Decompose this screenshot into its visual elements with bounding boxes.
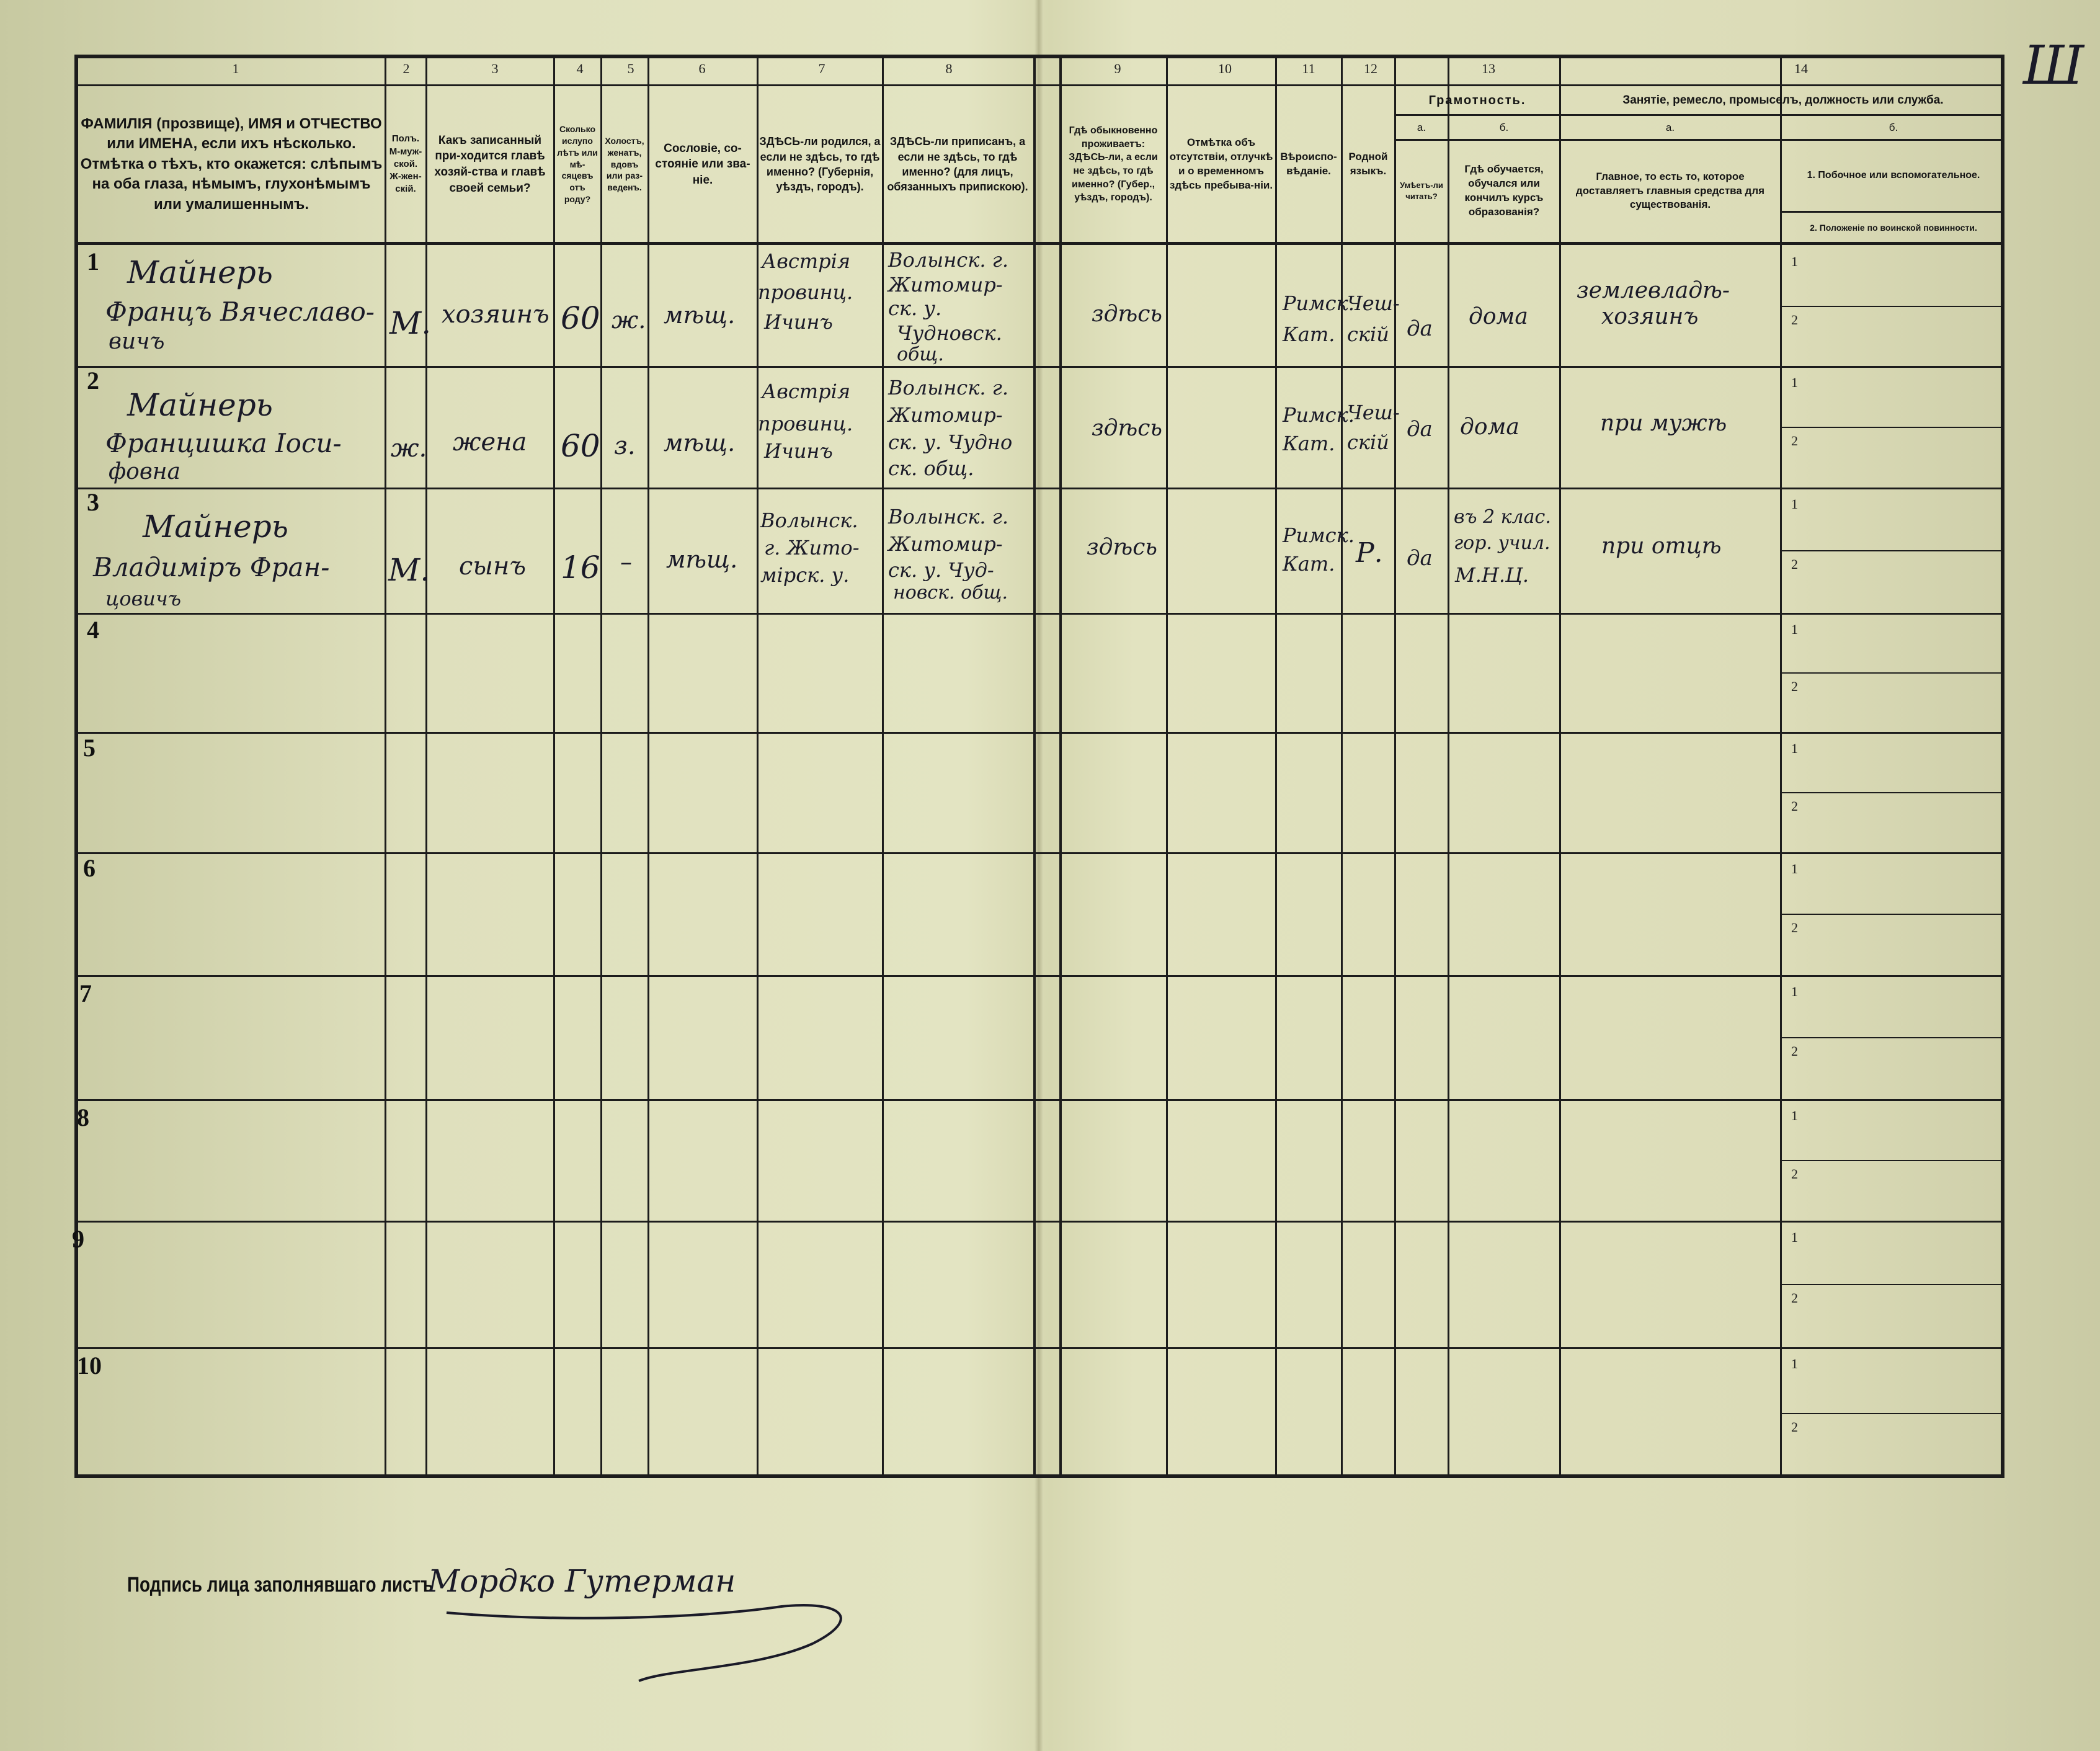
row2-education: дома [1460, 414, 1519, 440]
row2-language: скій [1347, 430, 1389, 454]
row3-religion: Римск. [1283, 524, 1355, 547]
subheader-rule [1394, 114, 2004, 116]
column-rule [385, 55, 386, 1478]
military-sub-2: 2 [1791, 556, 1798, 572]
column-rule [1059, 55, 1062, 1478]
row3-language: Р. [1356, 537, 1383, 569]
row1-given: Францъ Вячеславо- [105, 296, 375, 327]
colnum-6: 6 [698, 61, 706, 76]
row1-given-cont: вичъ [109, 329, 165, 354]
row1-religion: Кат. [1283, 323, 1335, 346]
row2-given-cont: фовна [109, 459, 180, 484]
column-rule [1275, 55, 1277, 1478]
row1-registered: Волынск. г. [888, 248, 1009, 272]
row2-born: Австрія [762, 380, 851, 403]
row2-registered: ск. общ. [888, 457, 974, 480]
row3-registered: Волынск. г. [888, 505, 1009, 528]
military-sub-1: 1 [1791, 1356, 1798, 1371]
subrow-rule [1780, 1413, 2004, 1414]
header-can-read: Умѣетъ-ли читать? [1400, 180, 1443, 201]
row3-age: 16 [561, 550, 600, 586]
row3-born: г. Жито- [764, 536, 860, 559]
corner-mark: Ш [2023, 35, 2084, 97]
column-rule [757, 55, 759, 1478]
military-sub-2: 2 [1791, 798, 1798, 814]
colnum-11: 11 [1302, 61, 1315, 76]
row-rule [74, 852, 2004, 854]
column-rule [1559, 55, 1561, 1478]
military-sub-1: 1 [1791, 622, 1798, 637]
row3-born: Волынск. [760, 509, 858, 532]
row-rule [74, 1221, 2004, 1223]
header-birthplace: ЗДѢСЬ-ли родился, а если не здѣсь, то гдѣ именно? (Губернія, уѣздъ, городъ). [759, 135, 881, 194]
subheader-rule [1780, 211, 2004, 213]
row-number: 5 [83, 734, 96, 762]
row1-occupation: землевладѣ- [1577, 278, 1730, 303]
row3-literate: да [1407, 546, 1433, 571]
row-rule [74, 732, 2004, 734]
column-rule [1166, 55, 1168, 1478]
row1-language: Чеш- [1347, 292, 1400, 315]
header-estate: Сословіе, со-стояніе или зва-ніе. [655, 141, 750, 187]
header-occupation: Занятіе, ремесло, промыселъ, должность или служба. [1622, 94, 1944, 107]
header-occupation-a-label: а. [1665, 121, 1675, 133]
header-literacy-a-label: а. [1417, 121, 1426, 133]
row1-born: Австрія [762, 249, 851, 273]
header-occupation-b-label: б. [1889, 121, 1898, 133]
military-sub-1: 1 [1791, 861, 1798, 876]
row3-given-cont: цовичъ [105, 587, 182, 610]
colnum-8: 8 [945, 61, 953, 76]
row1-registered: Житомир- [888, 273, 1003, 296]
header-residence: Гдѣ обыкновенно проживаетъ: ЗДѢСЬ-ли, а если не здѣсь, то гдѣ именно? (Губер., уѣздъ, городъ). [1069, 125, 1158, 203]
row2-religion: Римск. [1283, 403, 1355, 427]
row-rule [74, 975, 2004, 977]
row1-sex: М. [389, 305, 432, 341]
colnum-5: 5 [627, 61, 634, 76]
row3-relation: сынъ [459, 552, 526, 581]
row1-registered: общ. [897, 344, 944, 365]
row2-surname: Майнерь [127, 387, 273, 423]
row2-sex: ж. [391, 434, 427, 463]
row1-occupation: хозяинъ [1601, 304, 1699, 329]
row3-registered: ск. у. Чуд- [888, 558, 994, 582]
colnum-10: 10 [1218, 61, 1232, 76]
row2-relation: жена [453, 428, 527, 457]
row3-education: гор. учил. [1454, 532, 1551, 554]
military-sub-1: 1 [1791, 375, 1798, 390]
military-sub-1: 1 [1791, 1229, 1798, 1245]
row2-registered: Житомир- [888, 403, 1003, 427]
header-name: ФАМИЛІЯ (прозвище), ИМЯ и ОТЧЕСТВО или ИМЕНА, если ихъ нѣсколько. Отмѣтка о тѣхъ, кто окажется: слѣпымъ на оба глаза, нѣмымъ, глухонѣмымъ или умалишеннымъ. [80, 115, 383, 213]
row-rule [74, 488, 2004, 489]
column-rule [1341, 55, 1343, 1478]
subheader-rule [1394, 139, 2004, 141]
colnum-4: 4 [576, 61, 584, 76]
subrow-rule [1780, 672, 2004, 674]
column-rule [1394, 55, 1396, 1478]
row1-relation: хозяинъ [442, 300, 549, 329]
row3-education: въ 2 клас. [1454, 506, 1551, 528]
colnum-1: 1 [232, 61, 239, 76]
row-number: 4 [87, 616, 99, 644]
row3-surname: Майнерь [143, 509, 288, 545]
row1-estate: мѣщ. [664, 301, 736, 329]
colnum-13: 13 [1482, 61, 1495, 76]
row3-marital: – [620, 548, 632, 576]
row1-born: провинц. [758, 280, 853, 304]
signature-flourish [434, 1575, 868, 1700]
row1-education: дома [1469, 304, 1528, 329]
column-rule [1033, 55, 1036, 1478]
header-literacy-b-label: б. [1499, 121, 1509, 133]
row-number: 7 [79, 979, 92, 1007]
header-religion: Вѣроиспо-вѣданіе. [1280, 151, 1337, 177]
military-sub-2: 2 [1791, 679, 1798, 694]
row3-given: Владиміръ Фран- [93, 552, 330, 582]
colnum-7: 7 [818, 61, 825, 76]
signature-label: Подпись лица заполнявшаго листъ [127, 1573, 434, 1597]
row3-born: мірск. у. [760, 563, 850, 587]
row2-born: провинц. [758, 412, 853, 435]
row3-religion: Кат. [1283, 552, 1335, 576]
header-marital: Холостъ, женатъ, вдовъ или раз-веденъ. [605, 135, 644, 193]
subrow-rule [1780, 1284, 2004, 1285]
row2-residence: здѣсь [1092, 416, 1162, 441]
signature: Мордко Гутерман [428, 1563, 736, 1599]
column-rule [425, 55, 427, 1478]
row2-estate: мѣщ. [664, 429, 736, 457]
column-rule [647, 55, 649, 1478]
row-number: 10 [77, 1352, 102, 1379]
row2-age: 60 [561, 428, 600, 464]
colnum-3: 3 [491, 61, 499, 76]
row2-literate: да [1407, 417, 1433, 442]
military-sub-2: 2 [1791, 1166, 1798, 1182]
row-number: 1 [87, 247, 99, 275]
row1-marital: ж. [612, 306, 646, 334]
colnum-12: 12 [1364, 61, 1377, 76]
colnum-2: 2 [403, 61, 410, 76]
row2-marital: з. [614, 432, 636, 460]
header-bottom-rule [74, 242, 2004, 245]
military-sub-2: 2 [1791, 1419, 1798, 1435]
row1-religion: Римск. [1283, 292, 1355, 315]
row1-surname: Майнерь [127, 254, 273, 290]
row-rule [74, 366, 2004, 368]
column-rule [1780, 55, 1782, 1478]
column-rule [1448, 55, 1449, 1478]
subrow-rule [1780, 550, 2004, 551]
row2-occupation: при мужѣ [1600, 411, 1727, 436]
colnum-14: 14 [1794, 61, 1808, 76]
military-sub-2: 2 [1791, 433, 1798, 448]
column-rule [553, 55, 555, 1478]
row-rule [74, 1347, 2004, 1349]
header-relation: Какъ записанный при-ходится главѣ хозяй-ства и главѣ своей семьи? [434, 133, 546, 195]
row-rule [74, 613, 2004, 615]
subrow-rule [1780, 792, 2004, 793]
row2-registered: Волынск. г. [888, 376, 1009, 399]
military-sub-2: 2 [1791, 312, 1798, 327]
census-table [74, 55, 2004, 1478]
header-education: Гдѣ обучается, обучался или кончилъ курсъ образованія? [1464, 163, 1544, 218]
subrow-rule [1780, 427, 2004, 428]
row1-literate: да [1407, 316, 1433, 341]
header-absence: Отмѣтка объ отсутствіи, отлучкѣ и о временномъ здѣсь пребыва-ніи. [1169, 136, 1273, 191]
row2-born: Ичинъ [764, 439, 833, 463]
row3-estate: мѣщ. [666, 546, 738, 573]
military-sub-2: 2 [1791, 1043, 1798, 1059]
header-sex: Полъ. М-муж-ской. Ж-жен-скій. [389, 133, 422, 195]
header-registration: ЗДѢСЬ-ли приписанъ, а если не здѣсь, то гдѣ именно? (для лицъ, обязанныхъ припискою). [887, 135, 1028, 194]
row2-religion: Кат. [1283, 432, 1335, 455]
row3-registered: Житомир- [888, 532, 1003, 556]
military-sub-1: 1 [1791, 496, 1798, 512]
row2-given: Францишка Іоси- [105, 428, 342, 458]
header-literacy: Грамотность. [1428, 93, 1526, 107]
row3-sex: М. [388, 552, 430, 588]
row-number: 8 [77, 1103, 89, 1131]
header-age: Сколько ислупо лѣтъ или мѣ-сяцевъ отъ роду? [557, 123, 598, 205]
military-sub-2: 2 [1791, 1290, 1798, 1306]
header-side-occupation: 1. Побочное или вспомогательное. [1807, 170, 1980, 181]
row2-registered: ск. у. Чудно [888, 430, 1013, 454]
row1-born: Ичинъ [764, 310, 833, 334]
subrow-rule [1780, 914, 2004, 915]
military-sub-1: 1 [1791, 741, 1798, 756]
row1-registered: ск. у. [888, 296, 942, 320]
row-number: 6 [83, 854, 96, 882]
row-number: 9 [72, 1225, 84, 1253]
subrow-rule [1780, 1160, 2004, 1161]
row1-registered: Чудновск. [897, 321, 1002, 345]
military-sub-1: 1 [1791, 984, 1798, 999]
row3-education: М.Н.Ц. [1455, 563, 1529, 587]
row2-language: Чеш- [1347, 401, 1400, 424]
header-language: Родной языкъ. [1348, 151, 1388, 177]
military-sub-1: 1 [1791, 254, 1798, 269]
row1-age: 60 [561, 300, 600, 336]
row3-occupation: при отцѣ [1601, 533, 1722, 559]
row1-language: скій [1347, 323, 1389, 346]
row3-registered: новск. общ. [893, 582, 1008, 604]
subrow-rule [1780, 1037, 2004, 1038]
row1-residence: здѣсь [1092, 301, 1162, 327]
row3-residence: здѣсь [1087, 535, 1157, 560]
header-military: 2. Положеніе по воинской повинности. [1810, 222, 1977, 233]
row-number: 3 [87, 488, 99, 516]
colnum-9: 9 [1114, 61, 1121, 76]
military-sub-2: 2 [1791, 920, 1798, 935]
military-sub-1: 1 [1791, 1108, 1798, 1123]
header-number-rule [74, 84, 2004, 86]
subrow-rule [1780, 306, 2004, 307]
row-number: 2 [87, 367, 99, 394]
column-rule [600, 55, 602, 1478]
header-main-occupation: Главное, то есть то, которое доставляетъ главныя средства для существованія. [1575, 170, 1765, 211]
column-rule [882, 55, 884, 1478]
row-rule [74, 1099, 2004, 1101]
